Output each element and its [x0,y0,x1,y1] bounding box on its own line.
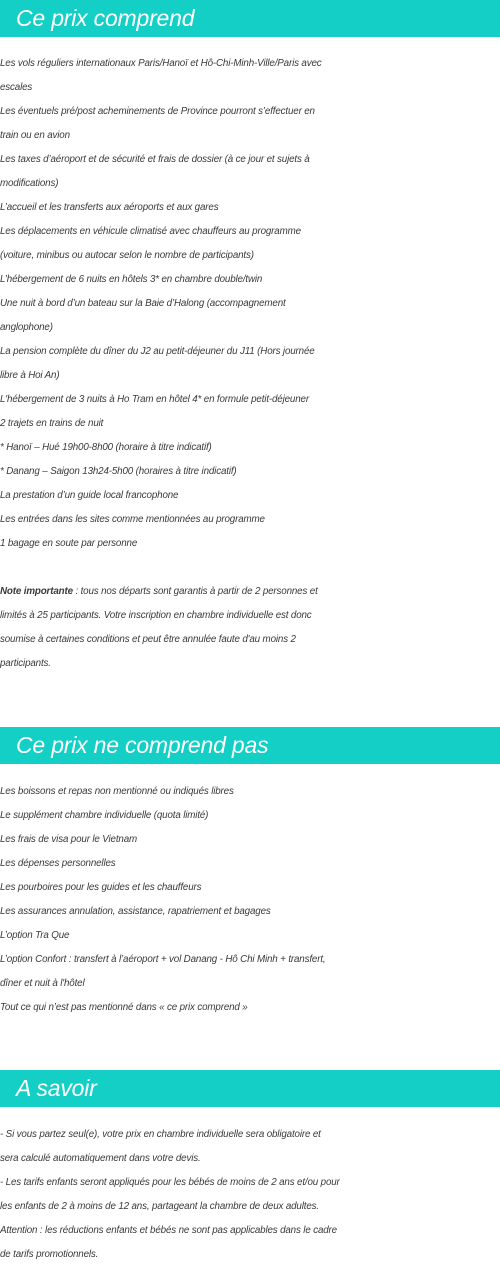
list-item: L’accueil et les transferts aux aéroports et aux gares [0,202,219,213]
list-item: (voiture, minibus ou autocar selon le nombre de participants) [0,250,254,261]
important-note [0,580,500,676]
list-item: La pension complète du dîner du J2 au petit-déjeuner du J11 (Hors journée [0,346,315,357]
section-heading-excludes: Ce prix ne comprend pas [0,727,500,764]
list-item: Le supplément chambre individuelle (quota limité) [0,810,209,821]
list-item: anglophone) [0,322,53,333]
list-item: Attention : les réductions enfants et bébés ne sont pas applicables dans le cadre [0,1225,337,1236]
list-item: L’option Tra Que [0,930,70,941]
note-text: participants. [0,658,51,669]
list-item: dîner et nuit à l'hôtel [0,978,85,989]
list-item: les enfants de 2 à moins de 12 ans, partageant la chambre de deux adultes. [0,1201,319,1212]
list-item: Les entrées dans les sites comme mentionnées au programme [0,514,265,525]
list-item: Les pourboires pour les guides et les chauffeurs [0,882,202,893]
section-heading-info: A savoir [0,1070,500,1107]
excludes-list [0,780,500,1020]
list-item: L'hébergement de 3 nuits à Ho Tram en hôtel 4* en formule petit-déjeuner [0,394,309,405]
list-item: Les assurances annulation, assistance, rapatriement et bagages [0,906,271,917]
list-item: train ou en avion [0,130,70,141]
list-item: Une nuit à bord d’un bateau sur la Baie d’Halong (accompagnement [0,298,286,309]
list-item: La prestation d’un guide local francophone [0,490,179,501]
list-item: 2 trajets en trains de nuit [0,418,104,429]
list-item: sera calculé automatiquement dans votre devis. [0,1153,201,1164]
note-first-line [0,580,500,604]
note-text: limités à 25 participants. Votre inscription en chambre individuelle est donc [0,610,312,621]
note-text: soumise à certaines conditions et peut être annulée faute d'au moins 2 [0,634,296,645]
note-text: : tous nos départs sont garantis à partir de 2 personnes et [72,586,318,597]
list-item: - Les tarifs enfants seront appliqués pour les bébés de moins de 2 ans et/ou pour [0,1177,340,1188]
list-item: de tarifs promotionnels. [0,1249,99,1260]
note-label: Note importante [0,586,73,597]
list-item: L’option Confort : transfert à l’aéroport + vol Danang - Hô Chi Minh + transfert, [0,954,326,965]
section-heading-includes: Ce prix comprend [0,0,500,37]
list-item: Les dépenses personnelles [0,858,116,869]
list-item: libre à Hoi An) [0,370,60,381]
list-item: Les vols réguliers internationaux Paris/Hanoï et Hô-Chi-Minh-Ville/Paris avec [0,58,322,69]
list-item: - Si vous partez seul(e), votre prix en chambre individuelle sera obligatoire et [0,1129,321,1140]
list-item: Tout ce qui n’est pas mentionné dans « ce prix comprend » [0,1002,248,1013]
list-item: * Hanoï – Hué 19h00-8h00 (horaire à titre indicatif) [0,442,212,453]
list-item: Les déplacements en véhicule climatisé avec chauffeurs au programme [0,226,301,237]
list-item: modifications) [0,178,59,189]
list-item: 1 bagage en soute par personne [0,538,138,549]
list-item: Les éventuels pré/post acheminements de Province pourront s’effectuer en [0,106,315,117]
info-list [0,1123,500,1267]
list-item: Les boissons et repas non mentionné ou indiqués libres [0,786,234,797]
includes-list [0,52,500,556]
list-item: L’hébergement de 6 nuits en hôtels 3* en chambre double/twin [0,274,263,285]
list-item: Les taxes d’aéroport et de sécurité et frais de dossier (à ce jour et sujets à [0,154,310,165]
list-item: Les frais de visa pour le Vietnam [0,834,137,845]
list-item: escales [0,82,33,93]
list-item: * Danang – Saigon 13h24-5h00 (horaires à titre indicatif) [0,466,237,477]
